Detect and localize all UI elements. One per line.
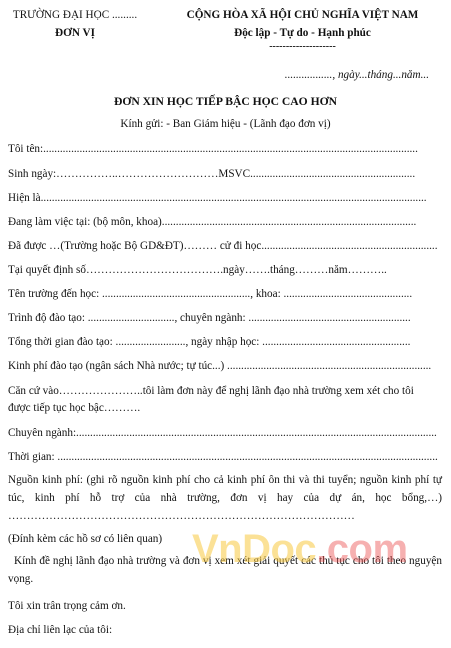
field-funding: Kinh phí đào tạo (ngân sách Nhà nước; tự túc...) ......................................................................... [8,360,432,372]
watermark-logo [192,527,408,572]
field-dob: Sinh ngày:……………..………………………MSVC........................................................... [8,168,416,180]
watermark-part1: VnDoc [192,527,317,571]
field-basis-line2: được tiếp tục học bậc………. [8,402,141,414]
field-duration: Tổng thời gian đào tạo: ........................., ngày nhập học: ..................................................... [8,336,411,348]
field-major: Chuyên ngành:................................................................................................................................. [8,427,437,439]
field-approved-by: Đã được …(Trường hoặc Bộ GD&ĐT)……… cử đi học............................................................... [8,240,438,252]
date-line: ................., ngày...tháng...năm... [284,69,429,81]
field-workplace: Đang làm việc tại: (bộ môn, khoa)........................................................................................... [8,216,417,228]
unit-label: ĐƠN VỊ [55,27,95,39]
field-basis-line1: Căn cứ vào…………………..tôi làm đơn này để nghị lãnh đạo nhà trường xem xét cho tôi [8,385,414,397]
field-current-position: Hiện là.......................................................................................................................................... [8,192,427,204]
watermark-part2: .com [316,527,408,571]
field-time: Thời gian: ........................................................................................................................................ [8,451,438,463]
field-school: Tên trường đến học: ....................................................., khoa: .............................................. [8,288,413,300]
field-training-level: Trình độ đào tạo: ..............................., chuyên ngành: .......................................................... [8,312,411,324]
attachment-note: (Đính kèm các hồ sơ có liên quan) [8,533,163,545]
school-name: TRƯỜNG ĐẠI HỌC ......... [12,9,138,21]
national-title: CỘNG HÒA XÃ HỘI CHỦ NGHĨA VIỆT NAM [186,9,419,21]
request-paragraph: Kính đề nghị lãnh đạo nhà trường và đơn vị xem xét giải quyết các thủ tục cho tôi theo nguyện vọng. [8,555,442,585]
thanks-line: Tôi xin trân trọng cảm ơn. [8,600,126,612]
field-funding-source: Nguồn kinh phí: (ghi rõ nguồn kinh phí cho cả kinh phí ôn thi và thi tuyển; nguồn kinh phí tự túc, kinh phí hỗ trợ của nhà trường, đơn vị hay của dự án, học bổng,…) ………………………………………………………………………………… [8,474,442,522]
field-name: Tôi tên:...................................................................................................................................... [8,143,418,155]
contact-address: Địa chỉ liên lạc của tôi: [8,624,113,636]
greeting-line: Kính gửi: - Ban Giám hiệu - (Lãnh đạo đơn vị) [120,118,331,130]
field-decision: Tại quyết định số……………………………….ngày…….tháng………năm……….. [8,264,387,276]
motto-divider: -------------------- [269,41,336,52]
document-title: ĐƠN XIN HỌC TIẾP BẬC HỌC CAO HƠN [114,95,337,108]
national-motto: Độc lập - Tự do - Hạnh phúc [234,27,371,39]
